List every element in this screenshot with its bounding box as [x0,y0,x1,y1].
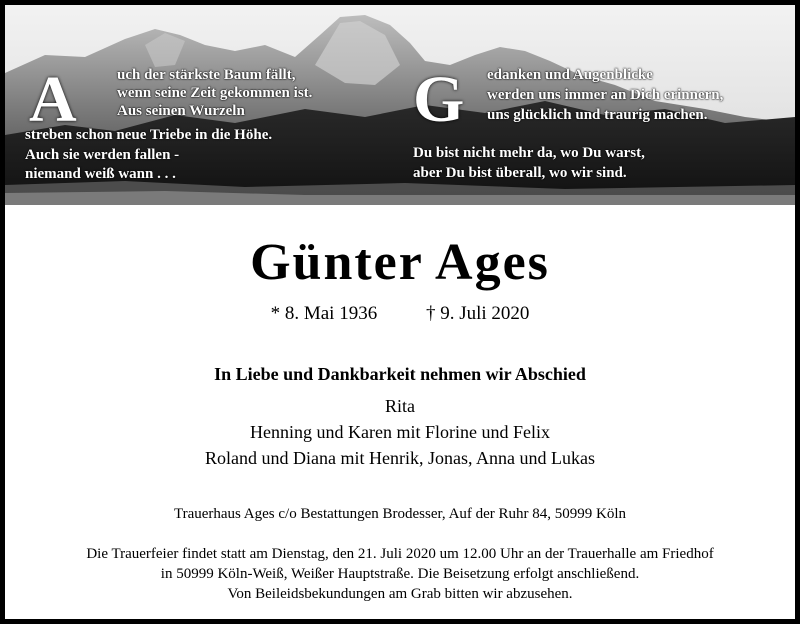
mourners-list [5,393,795,471]
left-poem-line-3: Aus seinen Wurzeln [117,103,245,119]
left-poem-line-6: niemand weiß wann . . . [25,166,176,182]
life-dates [5,303,795,325]
mountain-photo-header [5,5,795,205]
mourning-house-address: Trauerhaus Ages c/o Bestattungen Brodesser, Auf der Ruhr 84, 50999 Köln [173,506,627,522]
right-poem [413,63,793,197]
mourner-line: Rita [385,396,415,416]
notice-line: in 50999 Köln-Weiß, Weißer Hauptstraße. Die Beisetzung erfolgt anschließend. [160,566,640,582]
left-poem-line-1: uch der stärkste Baum fällt, [117,67,296,83]
right-poem-line-2: werden uns immer an Dich erinnern, [487,87,724,103]
birth-date: * 8. Mai 1936 [270,303,378,324]
left-poem-line-2: wenn seine Zeit gekommen ist. [117,85,313,101]
farewell-heading: In Liebe und Dankbarkeit nehmen wir Abschied [214,364,586,384]
right-poem-line-4: Du bist nicht mehr da, wo Du warst, [413,145,645,161]
death-date: † 9. Juli 2020 [425,303,530,324]
funeral-notice [5,544,795,604]
right-poem-line-1: edanken und Augenblicke [487,67,653,83]
notice-line: Die Trauerfeier findet statt am Dienstag, den 21. Juli 2020 um 12.00 Uhr an der Trauerhalle am Friedhof [86,546,714,562]
right-poem-dropcap: G [413,63,465,136]
deceased-name: Günter Ages [250,234,550,291]
left-poem-line-4: streben schon neue Triebe in die Höhe. [25,127,273,143]
mourner-line: Henning und Karen mit Florine und Felix [250,422,550,442]
right-poem-line-5: aber Du bist überall, wo wir sind. [413,165,627,181]
notice-line: Von Beileidsbekundungen am Grab bitten wir abzusehen. [227,586,573,602]
left-poem-line-5: Auch sie werden fallen - [25,147,180,163]
mourner-line: Roland und Diana mit Henrik, Jonas, Anna und Lukas [205,448,595,468]
right-poem-line-3: uns glücklich und traurig machen. [487,107,708,123]
left-poem-dropcap: A [29,63,77,136]
left-poem [25,63,405,197]
